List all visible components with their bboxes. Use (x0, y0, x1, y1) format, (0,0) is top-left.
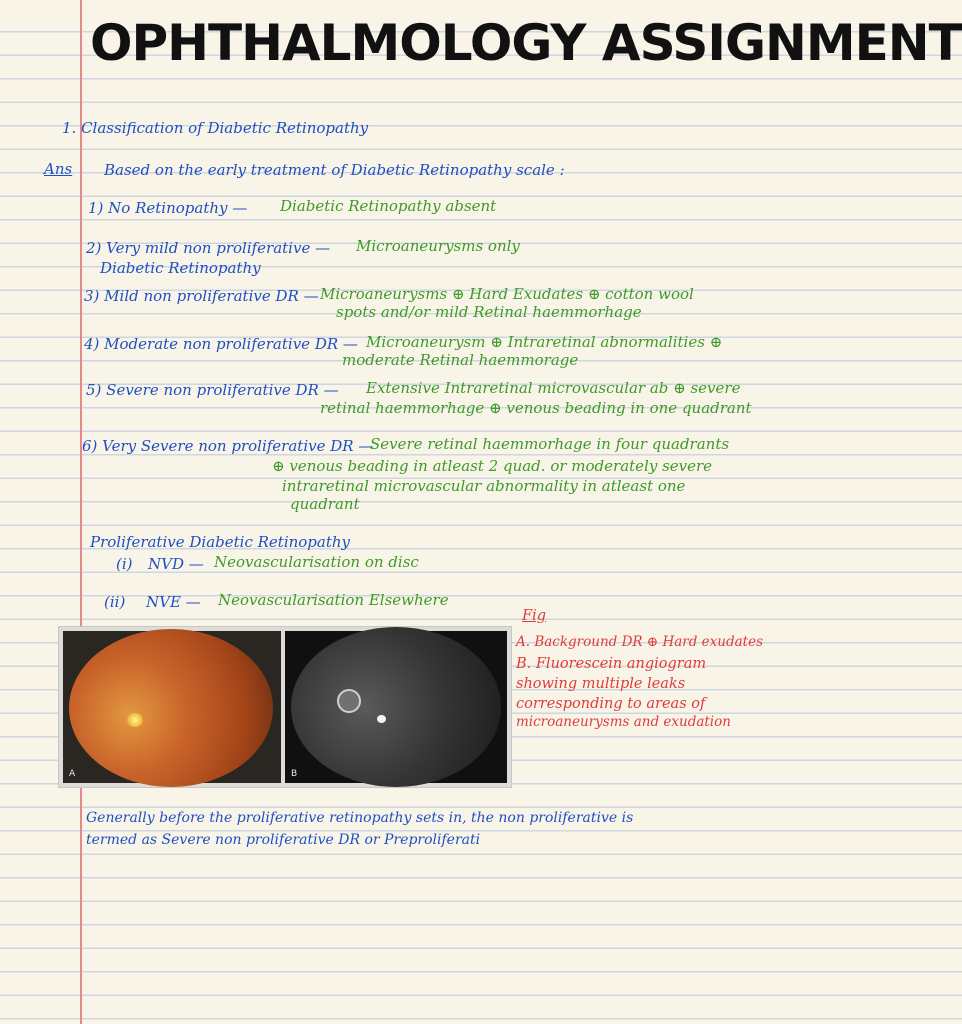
answer-label: Ans (44, 160, 73, 178)
figure-label: Fig (522, 608, 546, 624)
stage-6-desc-2: ⊕ venous beading in atleast 2 quad. or moderately severe (272, 457, 713, 475)
pdr-item-2-num: (ii) (104, 593, 126, 611)
fundus-figure (58, 626, 512, 788)
retina-a (69, 629, 273, 787)
margin-line (80, 0, 82, 1024)
stage-4-term: 4) Moderate non proliferative DR — (84, 335, 358, 353)
stage-3-desc-1: Microaneurysms ⊕ Hard Exudates ⊕ cotton wool (320, 285, 694, 303)
stage-2-term: 2) Very mild non proliferative — (86, 239, 331, 257)
stage-2-desc: Microaneurysms only (356, 237, 520, 255)
pdr-heading: Proliferative Diabetic Retinopathy (90, 533, 351, 551)
fluorescein-angiogram-b (285, 631, 507, 783)
stage-3-desc-2: spots and/or mild Retinal haemmorhage (336, 303, 642, 321)
stage-5-desc-2: retinal haemmorhage ⊕ venous beading in one quadrant (320, 399, 752, 417)
caption-line-2: B. Fluorescein angiogram (516, 656, 707, 672)
stage-6-term: 6) Very Severe non proliferative DR — (82, 437, 374, 455)
stage-1-term: 1) No Retinopathy — (88, 199, 248, 217)
stage-2-term-cont: Diabetic Retinopathy (100, 259, 261, 277)
leak-spot (377, 715, 386, 723)
retina-b (291, 627, 501, 787)
pdr-item-2-term: NVE — (146, 593, 201, 611)
stage-1-desc: Diabetic Retinopathy absent (280, 197, 497, 215)
stage-4-desc-2: moderate Retinal haemmorage (342, 351, 579, 369)
optic-disc-b (337, 689, 361, 713)
pdr-item-2-desc: Neovascularisation Elsewhere (218, 591, 449, 609)
pdr-item-1-num: (i) (116, 555, 133, 573)
stage-6-desc-3: intraretinal microvascular abnormality in atleast one (282, 477, 686, 495)
caption-line-4: corresponding to areas of (516, 696, 706, 712)
question-heading: 1. Classification of Diabetic Retinopathy (62, 119, 369, 137)
caption-line-5: microaneurysms and exudation (516, 714, 731, 730)
footer-line-2: termed as Severe non proliferative DR or Preproliferati (86, 832, 481, 848)
pdr-item-1-desc: Neovascularisation on disc (214, 553, 419, 571)
pdr-item-1-term: NVD — (148, 555, 204, 573)
optic-disc-exudate (127, 713, 143, 727)
stage-6-desc-1: Severe retinal haemmorhage in four quadrants (370, 435, 730, 453)
stage-6-desc-4: quadrant (290, 495, 360, 513)
caption-line-3: showing multiple leaks (516, 676, 686, 692)
page-title: OPHTHALMOLOGY ASSIGNMENT (90, 14, 962, 72)
stage-5-term: 5) Severe non proliferative DR — (86, 381, 339, 399)
stage-5-desc-1: Extensive Intraretinal microvascular ab ⊕ severe (366, 379, 741, 397)
stage-3-term: 3) Mild non proliferative DR — (84, 287, 319, 305)
panel-b-label: B (291, 769, 298, 779)
caption-line-1: A. Background DR ⊕ Hard exudates (516, 634, 764, 650)
answer-intro: Based on the early treatment of Diabetic Retinopathy scale : (104, 161, 565, 179)
panel-a-label: A (69, 769, 76, 779)
footer-line-1: Generally before the proliferative retinopathy sets in, the non proliferative is (86, 810, 634, 826)
stage-4-desc-1: Microaneurysm ⊕ Intraretinal abnormalities ⊕ (366, 333, 723, 351)
fundus-photo-a (63, 631, 281, 783)
